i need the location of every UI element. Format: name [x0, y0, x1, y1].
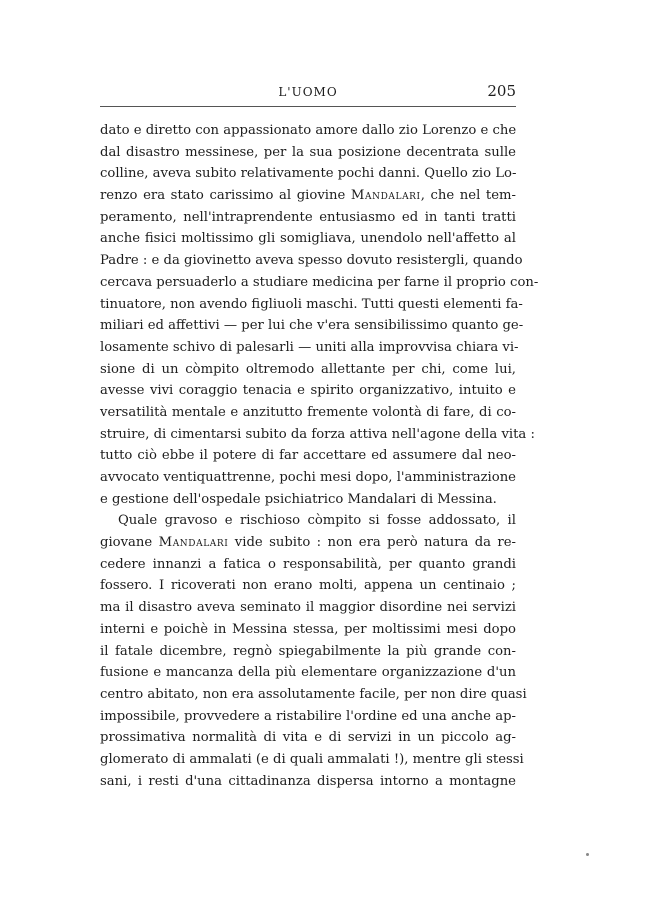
text-line: tinuatore, non avendo figliuoli maschi. Tutti questi elementi fa-: [100, 296, 523, 312]
text-segment: vide subito : non era però natura da re-: [228, 535, 516, 551]
text-line: avvocato ventiquattrenne, pochi mesi dopo, l'amministrazione: [100, 470, 516, 485]
text-line: struire, di cimentarsi subito da forza attiva nell'agone della vita :: [100, 426, 535, 442]
text-line: sani, i resti d'una cittadinanza dispersa intorno a montagne: [100, 773, 516, 789]
text-segment: , che nel tem-: [420, 188, 516, 204]
running-title: L'UOMO: [278, 85, 338, 99]
text-line: prossimativa normalità di vita e di servizi in un piccolo ag-: [100, 730, 516, 746]
text-line: dato e diretto con appassionato amore dallo zio Lorenzo e che: [100, 123, 517, 138]
text-line: losamente schivo di palesarli — uniti alla improvvisa chiara vi-: [100, 339, 519, 355]
paper-speck: [586, 853, 589, 856]
body-text: [100, 120, 539, 792]
page-number: 205: [487, 82, 516, 100]
text-line: e gestione dell'ospedale psichiatrico Mandalari di Messina.: [100, 491, 497, 507]
proper-name: Mandalari: [350, 188, 421, 204]
text-line: colline, aveva subito relativamente pochi danni. Quello zio Lo-: [100, 166, 517, 182]
header-rule: [100, 106, 516, 107]
text-segment: renzo era stato carissimo al giovine: [100, 188, 346, 204]
text-line: miliari ed affettivi — per lui che v'era sensibilissimo quanto ge-: [100, 318, 524, 334]
text-line: ma il disastro aveva seminato il maggior disordine nei servizi: [100, 600, 516, 616]
text-line: Padre : e da giovinetto aveva spesso dovuto resistergli, quando: [100, 253, 523, 269]
text-line: dal disastro messinese, per la sua posizione decentrata sulle: [100, 144, 516, 160]
text-line: cercava persuaderlo a studiare medicina per farne il proprio con-: [100, 274, 539, 290]
text-line: tutto ciò ebbe il potere di far accettare ed assumere dal neo-: [100, 448, 516, 464]
text-line: fossero. I ricoverati non erano molti, appena un centinaio ;: [100, 578, 516, 594]
text-line: cedere innanzi a fatica o responsabilità, per quanto grandi: [100, 556, 516, 572]
text-line: glomerato di ammalati (e di quali ammalati !), mentre gli stessi: [100, 751, 524, 767]
text-line: anche fisici moltissimo gli somigliava, unendolo nell'affetto al: [100, 231, 516, 247]
text-line: [100, 185, 516, 207]
paragraph-2: [100, 510, 527, 792]
text-line: il fatale dicembre, regnò spiegabilmente la più grande con-: [100, 643, 516, 659]
text-line: versatilità mentale e anzitutto fremente volontà di fare, di co-: [100, 404, 516, 420]
text-line: avesse vivi coraggio tenacia e spirito organizzativo, intuito e: [100, 383, 516, 399]
text-line: fusione e mancanza della più elementare organizzazione d'un: [100, 665, 516, 681]
text-line: sione di un còmpito oltremodo allettante per chi, come lui,: [100, 361, 516, 377]
running-head: [100, 82, 516, 102]
text-line: impossibile, provvedere a ristabilire l'ordine ed una anche ap-: [100, 708, 516, 724]
text-line: peramento, nell'intraprendente entusiasmo ed in tanti tratti: [100, 209, 516, 225]
paragraph-1: [100, 120, 539, 510]
proper-name: Mandalari: [158, 535, 229, 551]
text-line: [100, 532, 516, 554]
text-line: centro abitato, non era assolutamente facile, per non dire quasi: [100, 686, 527, 702]
text-line: Quale gravoso e rischioso còmpito si fosse addossato, il: [118, 513, 516, 529]
text-line: interni e poichè in Messina stessa, per moltissimi mesi dopo: [100, 621, 516, 637]
text-segment: giovane: [100, 535, 153, 551]
